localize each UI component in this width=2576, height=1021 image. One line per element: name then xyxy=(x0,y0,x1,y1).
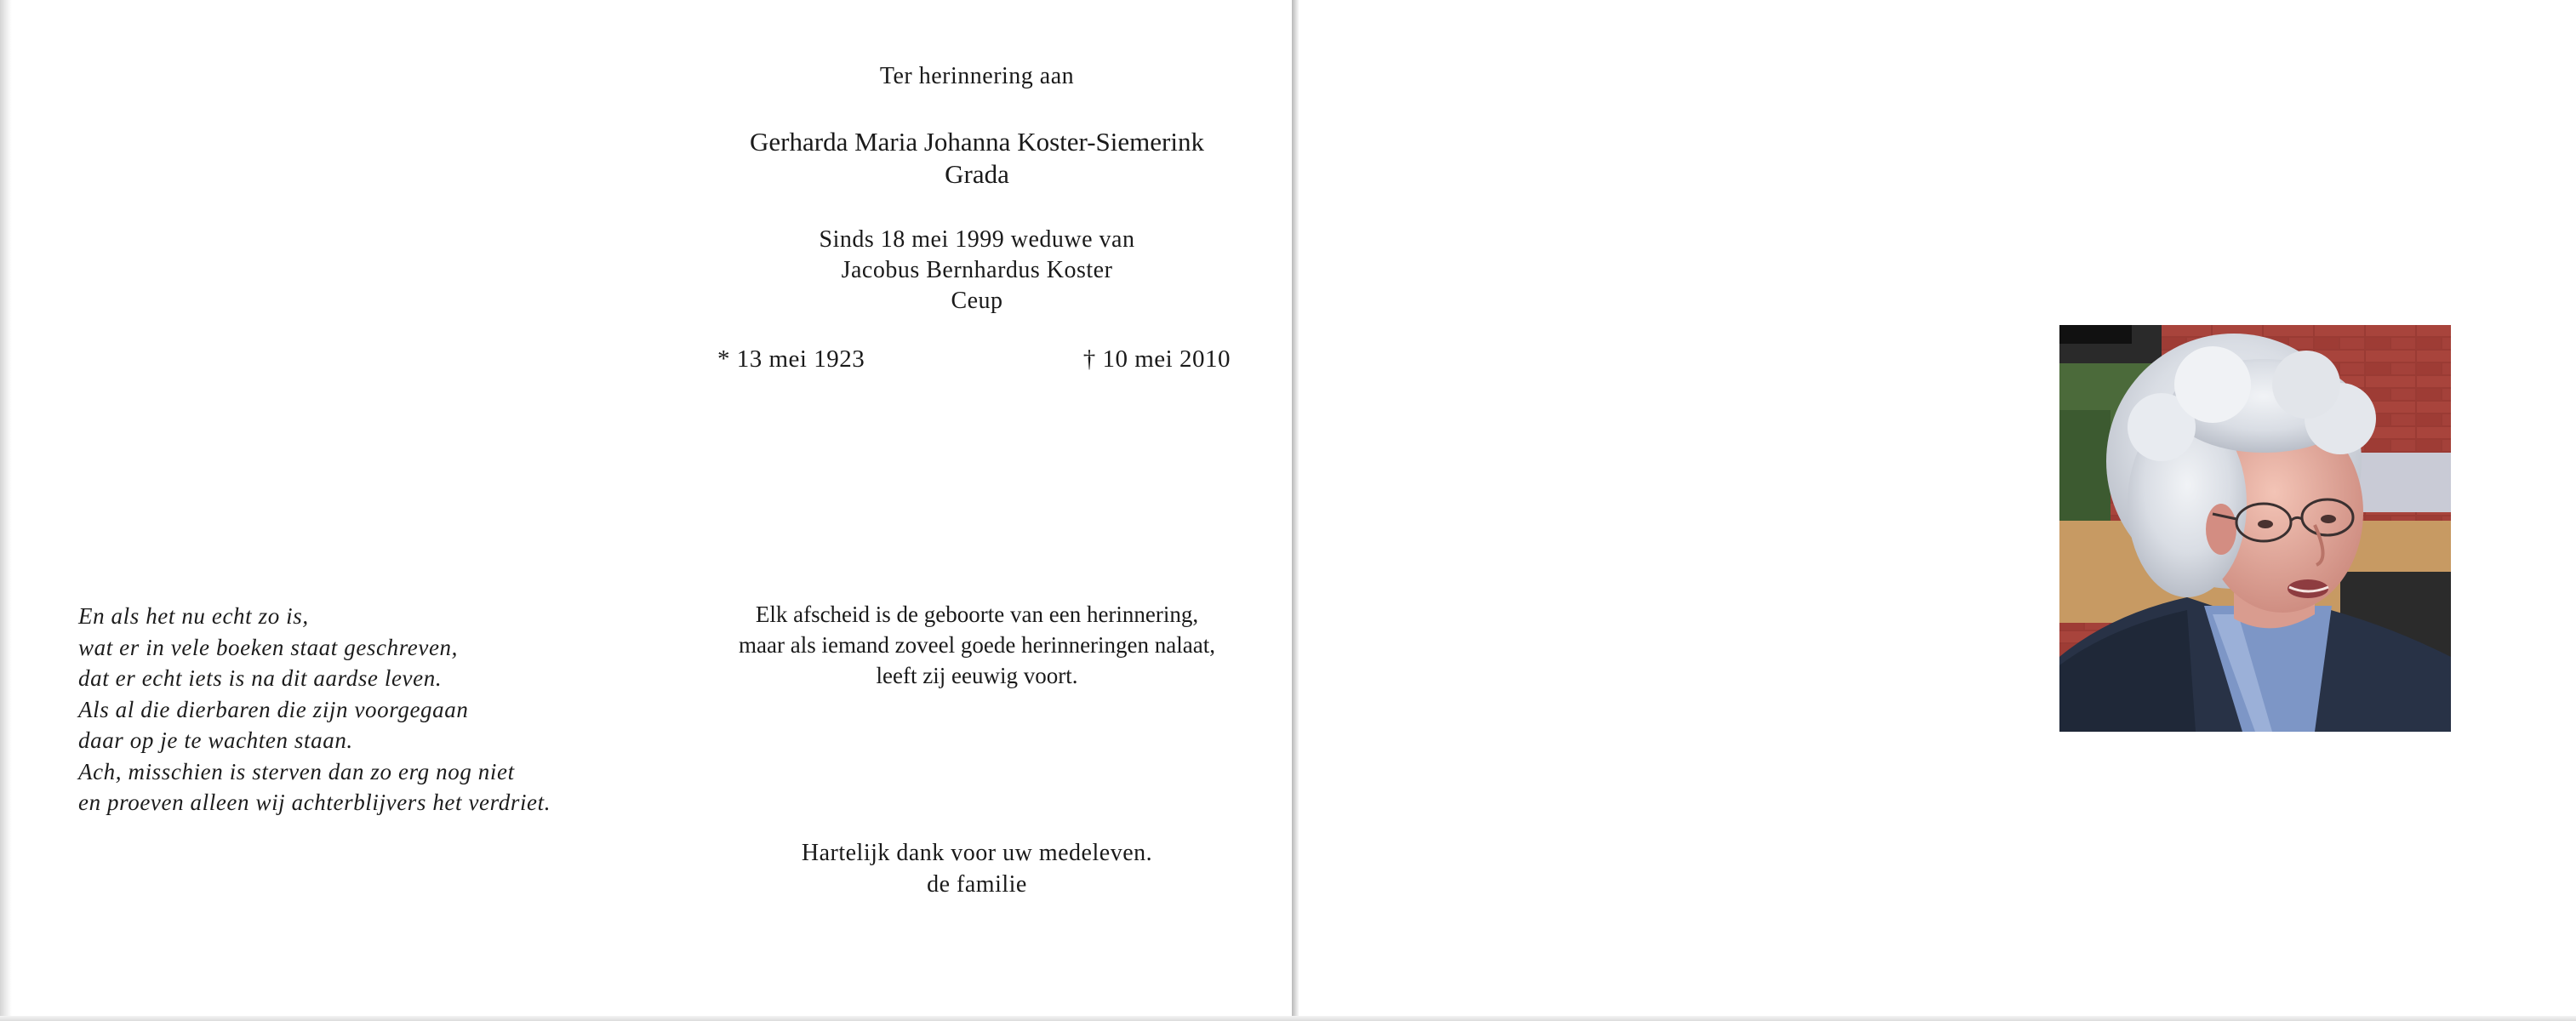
name-block xyxy=(705,126,1249,191)
portrait-illustration xyxy=(2059,325,2451,732)
widow-line: Sinds 18 mei 1999 weduwe van xyxy=(819,226,1135,253)
dates-row xyxy=(717,345,1231,374)
thanks xyxy=(705,837,1249,900)
quote-line: Elk afscheid is de geboorte van een herinnering, xyxy=(755,602,1199,627)
poem-line: Als al die dierbaren die zijn voorgegaan xyxy=(78,696,469,722)
thanks-line: Hartelijk dank voor uw medeleven. xyxy=(801,840,1153,866)
nickname: Grada xyxy=(945,159,1009,189)
card-fold xyxy=(1292,0,1299,1021)
poem-line: daar op je te wachten staan. xyxy=(78,727,353,753)
heading xyxy=(705,63,1249,90)
quote-line: leeft zij eeuwig voort. xyxy=(876,663,1078,688)
quote-line: maar als iemand zoveel goede herinneringen nalaat, xyxy=(739,632,1215,658)
full-name: Gerharda Maria Johanna Koster-Siemerink xyxy=(750,127,1204,157)
poem-line: Ach, misschien is sterven dan zo erg nog niet xyxy=(78,758,515,784)
portrait-photo xyxy=(2059,325,2451,732)
quote xyxy=(705,599,1249,691)
poem xyxy=(78,601,551,819)
poem-line: En als het nu echt zo is, xyxy=(78,603,309,629)
card-bottom-edge xyxy=(0,1016,2576,1021)
birth-date: * 13 mei 1923 xyxy=(717,345,865,373)
death-date: † 10 mei 2010 xyxy=(1082,345,1231,373)
spouse-nickname: Ceup xyxy=(951,288,1003,314)
poem-line: en proeven alleen wij achterblijvers het verdriet. xyxy=(78,790,551,815)
family-signature: de familie xyxy=(927,871,1027,898)
poem-line: dat er echt iets is na dit aardse leven. xyxy=(78,665,443,691)
page-edge-shadow xyxy=(0,0,12,1021)
poem-line: wat er in vele boeken staat geschreven, xyxy=(78,634,458,660)
spouse-name: Jacobus Bernhardus Koster xyxy=(841,257,1113,283)
widow-block xyxy=(705,225,1249,317)
heading-text: Ter herinnering aan xyxy=(879,63,1075,89)
